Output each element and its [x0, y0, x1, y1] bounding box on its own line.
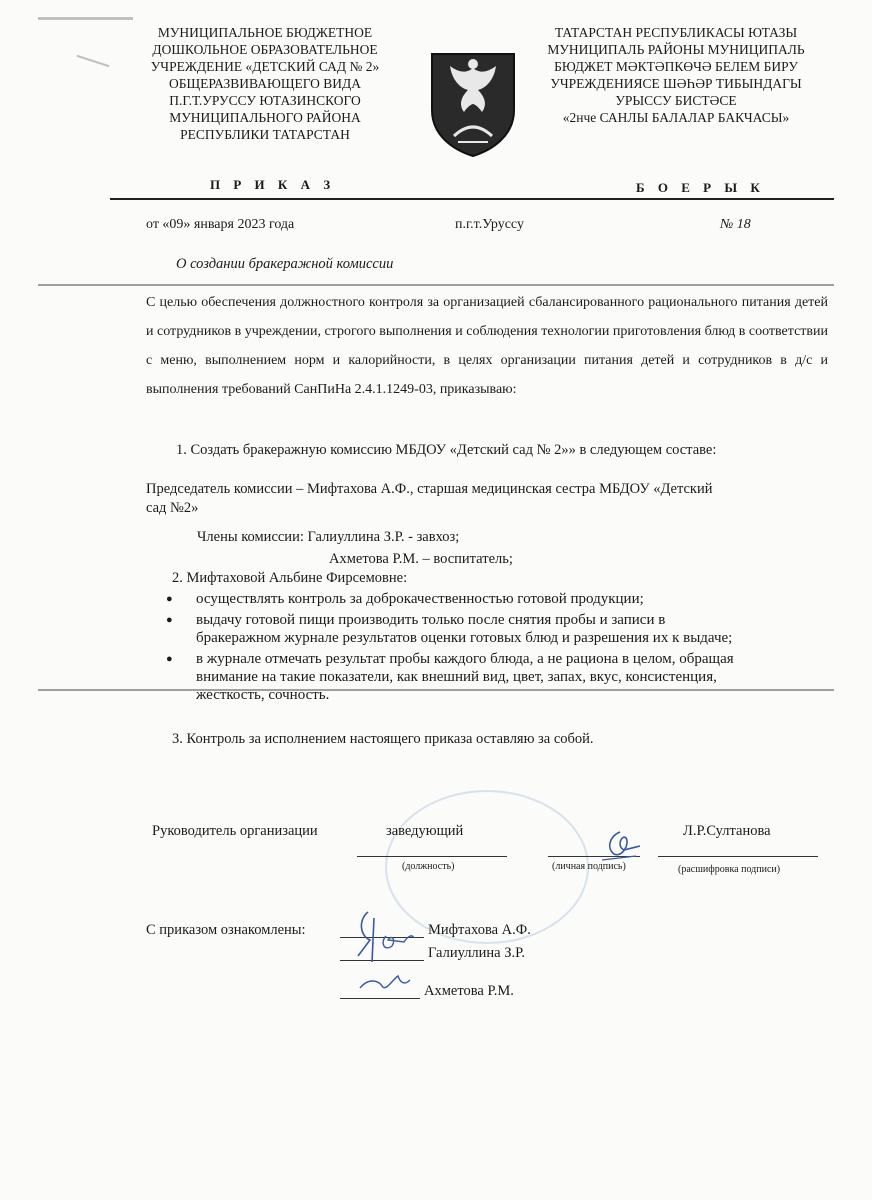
header-left-line: ОБЩЕРАЗВИВАЮЩЕГО ВИДА [168, 76, 362, 91]
order-subject: О создании бракеражной комиссии [176, 256, 394, 272]
bullet-text: выдачу готовой пищи производить только после снятия пробы и записи в [196, 612, 666, 628]
name-line [658, 856, 818, 857]
ack-name-2: Галиуллина З.Р. [428, 945, 526, 961]
header-right-line: ТАТАРСТАН РЕСПУБЛИКАСЫ ЮТАЗЫ [554, 25, 798, 40]
header-left-line: П.Г.Т.УРУССУ ЮТАЗИНСКОГО [169, 93, 361, 108]
scan-mark-left [77, 55, 110, 67]
bullet-text: осуществлять контроль за доброкачественностью готовой продукции; [196, 591, 644, 607]
order-place: п.г.т.Уруссу [455, 217, 524, 232]
header-left-line: ДОШКОЛЬНОЕ ОБРАЗОВАТЕЛЬНОЕ [152, 42, 378, 57]
intro-paragraph: С целью обеспечения должностного контроля за организацией сбалансированного рационального питания детей и сотрудников в учреждении, строгого выполнения и соблюдения технологии приготовления блюд в соответствии с меню, выполнением норм и калорийности, в целях организации питания детей и сотрудников в д/с и выполнения требований СанПиНа 2.4.1.1249-03, приказываю: [146, 295, 828, 397]
scan-mark-top-left [38, 17, 133, 20]
bullet-icon: ● [166, 653, 173, 665]
bullet-text: внимание на такие показатели, как внешний вид, цвет, запах, вкус, консистенция, [196, 669, 717, 685]
director-signature [596, 826, 648, 866]
bullet-text: жесткость, сочность. [196, 687, 330, 703]
header-left [140, 24, 390, 143]
caption-signature: (личная подпись) [552, 861, 626, 872]
header-left-line: РЕСПУБЛИКИ ТАТАРСТАН [180, 127, 350, 142]
header-right-line: БЮДЖЕТ МӘКТӘПКӨЧӘ БЕЛЕМ БИРУ [554, 59, 798, 74]
list-item [166, 650, 836, 704]
header-right-line: МУНИЦИПАЛЬ РАЙОНЫ МУНИЦИПАЛЬ [547, 42, 805, 57]
item-2: 2. Мифтаховой Альбине Фирсемовне: [172, 570, 408, 586]
header-left-line: МУНИЦИПАЛЬНОГО РАЙОНА [169, 110, 361, 125]
header-right-line: УЧРЕЖДЕНИЯСЕ ШӘҺӘР ТИБЫНДАГЫ [550, 76, 802, 91]
header-right-line: «2нче САНЛЫ БАЛАЛАР БАКЧАСЫ» [562, 110, 790, 125]
position-line [357, 856, 507, 857]
scan-line-1 [38, 284, 834, 286]
item-3: 3. Контроль за исполнением настоящего приказа оставляю за собой. [172, 731, 594, 747]
header-right [528, 24, 824, 126]
ack-name-1: Мифтахова А.Ф. [428, 922, 531, 938]
header-rule [110, 198, 834, 200]
list-item [166, 611, 836, 647]
bullet-list [166, 590, 836, 704]
signature-role: Руководитель организации [152, 823, 318, 839]
coat-of-arms-emblem [428, 50, 518, 158]
bullet-text: бракеражном журнале результатов оценки готовых блюд и разрешения их к выдаче; [196, 630, 733, 646]
members-line-1: Члены комиссии: Галиуллина З.Р. - завхоз; [197, 529, 460, 545]
header-right-line: УРЫССУ БИСТӘСЕ [615, 93, 737, 108]
ack-name-3: Ахметова Р.М. [424, 983, 514, 999]
order-date: от «09» января 2023 года [146, 217, 295, 232]
chairman-line-2: сад №2» [146, 500, 199, 516]
item-1: 1. Создать бракеражную комиссию МБДОУ «Детский сад № 2»» в следующем составе: [176, 442, 717, 458]
header-left-line: МУНИЦИПАЛЬНОЕ БЮДЖЕТНОЕ [157, 25, 373, 40]
bullet-icon: ● [166, 593, 173, 605]
bullet-text: в журнале отмечать результат пробы каждого блюда, а не рациона в целом, обращая [196, 651, 734, 667]
signature-position: заведующий [386, 823, 464, 839]
bullet-icon: ● [166, 614, 173, 626]
chairman-line-1: Председатель комиссии – Мифтахова А.Ф., старшая медицинская сестра МБДОУ «Детский [146, 481, 713, 497]
caption-name: (расшифровка подписи) [678, 864, 781, 875]
caption-position: (должность) [402, 861, 455, 872]
ack-label: С приказом ознакомлены: [146, 922, 306, 938]
list-item [166, 590, 836, 608]
order-number: № 18 [720, 217, 751, 232]
signature-name: Л.Р.Султанова [683, 823, 771, 839]
title-prikaz: П Р И К А З [210, 177, 336, 192]
members-line-2: Ахметова Р.М. – воспитатель; [329, 551, 513, 567]
ack-signatures [338, 906, 438, 1001]
title-boeryk: Б О Е Р Ы К [636, 180, 765, 195]
header-left-line: УЧРЕЖДЕНИЕ «ДЕТСКИЙ САД № 2» [150, 59, 380, 74]
